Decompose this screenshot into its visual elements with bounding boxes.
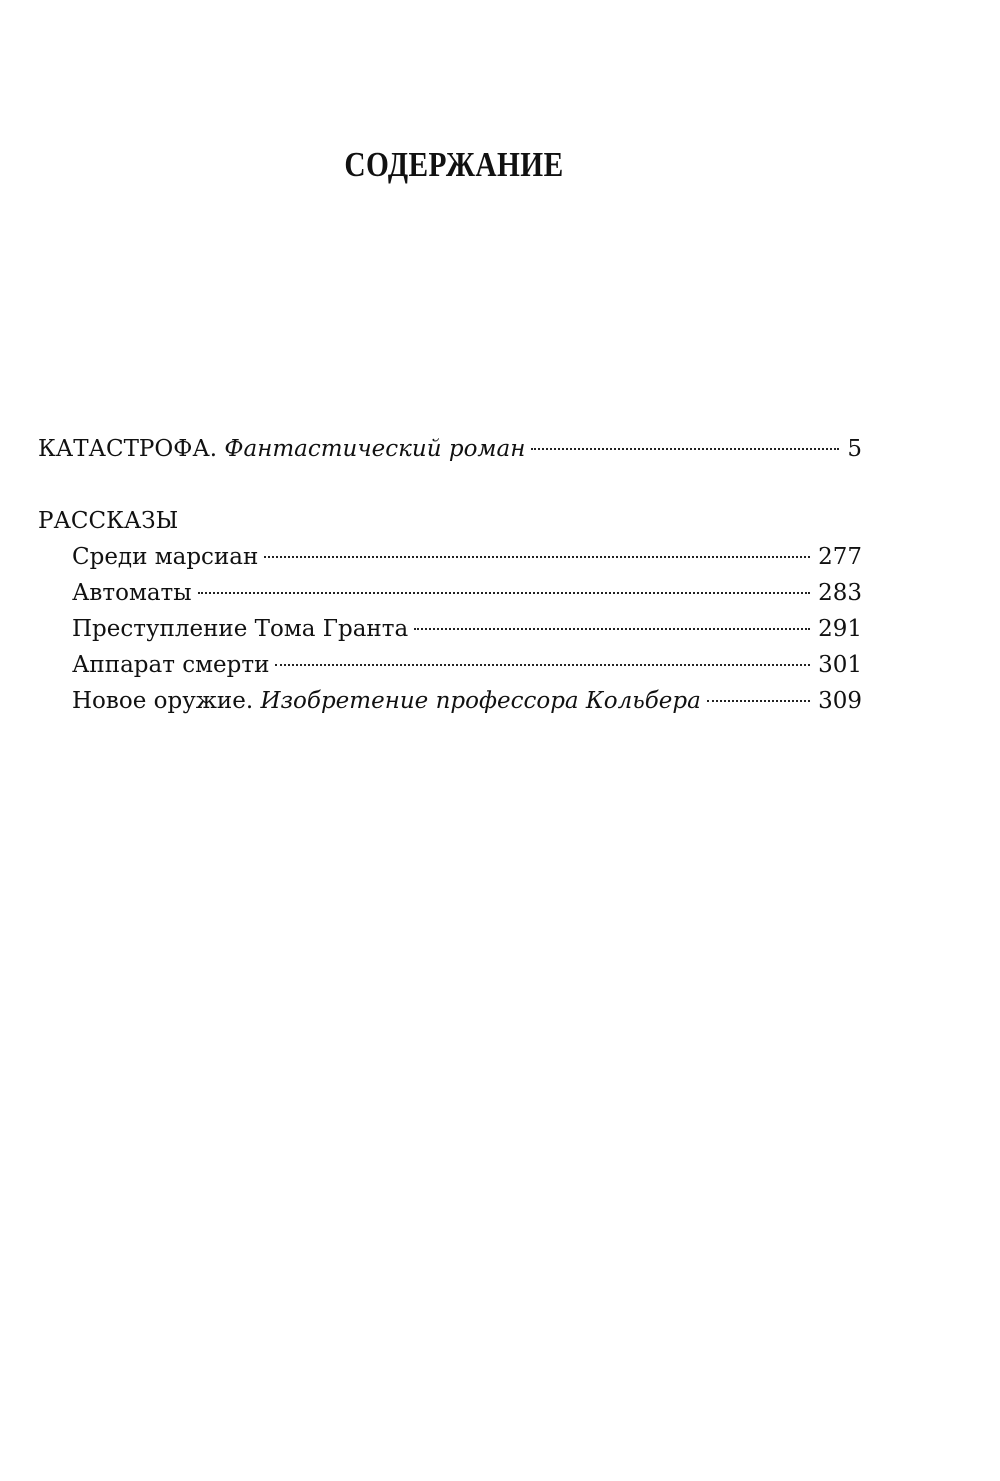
section-heading: РАССКАЗЫ bbox=[38, 508, 179, 534]
dot-leader bbox=[414, 628, 810, 630]
toc-entry-label bbox=[72, 544, 258, 570]
toc-page-number: 301 bbox=[818, 652, 862, 678]
toc-page-number: 5 bbox=[847, 436, 862, 462]
dot-leader bbox=[275, 664, 810, 666]
toc-page-number: 309 bbox=[818, 688, 862, 714]
toc-entry-label bbox=[38, 436, 525, 462]
toc-entry-subtitle: Фантастический роман bbox=[224, 436, 526, 462]
toc-page-number: 291 bbox=[818, 616, 862, 642]
spacer bbox=[38, 472, 862, 508]
toc-entry-title: Аппарат смерти bbox=[72, 652, 270, 678]
toc-entry-title: Среди марсиан bbox=[72, 544, 259, 570]
toc-page-number: 283 bbox=[818, 580, 862, 606]
toc-entry bbox=[38, 616, 862, 652]
toc-entry-title: КАТАСТРОФА. bbox=[38, 436, 218, 462]
toc-entry bbox=[38, 580, 862, 616]
dot-leader bbox=[707, 700, 810, 702]
dot-leader bbox=[531, 448, 839, 450]
page-title: СОДЕРЖАНИЕ bbox=[344, 145, 564, 184]
dot-leader bbox=[198, 592, 811, 594]
toc-entry bbox=[38, 688, 862, 724]
toc-entry-main bbox=[38, 436, 862, 472]
toc-entry-subtitle: Изобретение профессора Кольбера bbox=[260, 688, 701, 714]
table-of-contents bbox=[38, 436, 862, 724]
toc-entry-label bbox=[72, 688, 701, 714]
toc-entry-label bbox=[72, 580, 192, 606]
toc-page-number: 277 bbox=[818, 544, 862, 570]
toc-entry-label bbox=[72, 616, 408, 642]
toc-entry-title: Новое оружие. bbox=[72, 688, 254, 714]
toc-entry-label bbox=[72, 652, 269, 678]
dot-leader bbox=[264, 556, 810, 558]
toc-entry-title: Преступление Тома Гранта bbox=[72, 616, 409, 642]
toc-entry bbox=[38, 544, 862, 580]
toc-entry bbox=[38, 652, 862, 688]
toc-entry-title: Автоматы bbox=[72, 580, 192, 606]
